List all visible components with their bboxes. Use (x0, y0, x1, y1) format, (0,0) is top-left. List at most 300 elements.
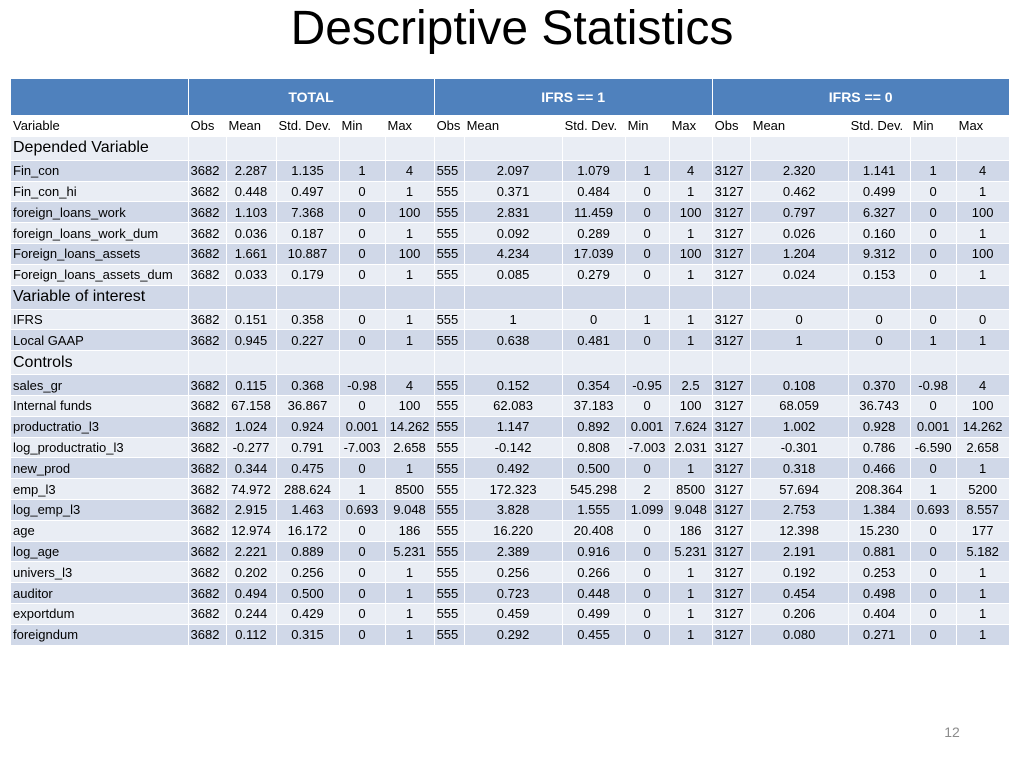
table-cell (226, 136, 276, 160)
table-cell: 1 (910, 330, 956, 351)
table-cell: 555 (434, 458, 464, 479)
table-cell: 57.694 (750, 479, 848, 500)
table-cell: 0 (339, 223, 385, 244)
table-cell: 100 (385, 243, 434, 264)
table-cell: 0.693 (910, 499, 956, 520)
column-header: Max (669, 116, 712, 137)
section-label: Controls (11, 351, 188, 375)
table-cell: 0.253 (848, 562, 910, 583)
table-cell: 0.481 (562, 330, 625, 351)
table-cell: 1 (385, 264, 434, 285)
table-cell: 1 (385, 624, 434, 645)
table-cell: 177 (956, 520, 1009, 541)
table-cell: 0.466 (848, 458, 910, 479)
table-cell: 0 (339, 243, 385, 264)
table-cell: 3127 (712, 562, 750, 583)
table-cell: 1 (910, 160, 956, 181)
table-cell: 0.033 (226, 264, 276, 285)
table-cell: 0.151 (226, 309, 276, 330)
table-cell: 1 (669, 603, 712, 624)
table-cell: 0 (910, 520, 956, 541)
table-cell: 100 (669, 395, 712, 416)
column-header: Mean (750, 116, 848, 137)
table-cell: 0.256 (464, 562, 562, 583)
descriptive-statistics-table (11, 79, 1010, 646)
table-cell: 3127 (712, 499, 750, 520)
table-cell (562, 136, 625, 160)
table-row (11, 395, 1009, 416)
table-cell: 0.500 (276, 583, 339, 604)
variable-name: new_prod (11, 458, 188, 479)
table-cell (848, 351, 910, 375)
table-cell: 1 (625, 309, 669, 330)
table-cell: 2.658 (385, 437, 434, 458)
table-cell: 3682 (188, 202, 226, 223)
table-cell: 0.080 (750, 624, 848, 645)
table-cell: 0 (848, 309, 910, 330)
table-cell (339, 351, 385, 375)
column-header: Mean (226, 116, 276, 137)
table-cell: 4 (385, 375, 434, 396)
table-cell: 4 (956, 160, 1009, 181)
table-cell: 1.141 (848, 160, 910, 181)
table-row (11, 562, 1009, 583)
table-cell: 3127 (712, 181, 750, 202)
table-cell: 4 (669, 160, 712, 181)
table-cell (188, 136, 226, 160)
table-cell: 1 (385, 181, 434, 202)
table-cell: 0.115 (226, 375, 276, 396)
table-cell: 100 (956, 243, 1009, 264)
table-cell: 3127 (712, 520, 750, 541)
table-cell (750, 136, 848, 160)
table-cell: 8500 (669, 479, 712, 500)
table-cell: 14.262 (385, 416, 434, 437)
table-cell: 0 (625, 520, 669, 541)
table-cell (434, 136, 464, 160)
table-cell: 0.786 (848, 437, 910, 458)
table-cell: 0.429 (276, 603, 339, 624)
table-cell: 555 (434, 202, 464, 223)
column-header: Max (385, 116, 434, 137)
table-cell: 0.318 (750, 458, 848, 479)
table-cell: 0 (910, 181, 956, 202)
table-cell: 186 (385, 520, 434, 541)
variable-name: exportdum (11, 603, 188, 624)
table-cell: 0.256 (276, 562, 339, 583)
table-cell: 0.638 (464, 330, 562, 351)
section-label: Variable of interest (11, 285, 188, 309)
table-cell: 0.153 (848, 264, 910, 285)
table-cell: 555 (434, 264, 464, 285)
table-cell: 2.658 (956, 437, 1009, 458)
table-cell: 0.279 (562, 264, 625, 285)
table-cell: 1 (956, 458, 1009, 479)
table-cell: 0.368 (276, 375, 339, 396)
table-cell: 1 (669, 330, 712, 351)
table-cell: 9.048 (385, 499, 434, 520)
table-cell: 8500 (385, 479, 434, 500)
table-row (11, 603, 1009, 624)
table-cell: 8.557 (956, 499, 1009, 520)
column-header: Max (956, 116, 1009, 137)
group-header-row (11, 79, 1009, 116)
variable-name: Foreign_loans_assets (11, 243, 188, 264)
table-cell: 3682 (188, 375, 226, 396)
section-row (11, 136, 1009, 160)
column-header: Min (625, 116, 669, 137)
variable-name: sales_gr (11, 375, 188, 396)
table-cell: 0 (910, 603, 956, 624)
variable-name: foreign_loans_work (11, 202, 188, 223)
table-cell: 0.085 (464, 264, 562, 285)
table-cell: 3682 (188, 243, 226, 264)
table-cell (276, 285, 339, 309)
table-cell: 0 (910, 202, 956, 223)
table-cell: 0.462 (750, 181, 848, 202)
table-cell (956, 351, 1009, 375)
table-cell: 3682 (188, 520, 226, 541)
table-cell: 0.315 (276, 624, 339, 645)
table-cell (385, 351, 434, 375)
column-header: Obs (434, 116, 464, 137)
table-cell: 3127 (712, 603, 750, 624)
table-cell: 0.206 (750, 603, 848, 624)
table-cell: 0.499 (848, 181, 910, 202)
table-cell: 1.204 (750, 243, 848, 264)
column-header: Std. Dev. (562, 116, 625, 137)
table-cell: 3.828 (464, 499, 562, 520)
table-cell: 0 (956, 309, 1009, 330)
table-cell: -0.98 (339, 375, 385, 396)
table-row (11, 264, 1009, 285)
table-cell: 1 (669, 223, 712, 244)
table-cell: 1 (956, 223, 1009, 244)
table-cell: 0.494 (226, 583, 276, 604)
table-cell: 20.408 (562, 520, 625, 541)
table-cell: -0.277 (226, 437, 276, 458)
table-cell: 555 (434, 309, 464, 330)
table-cell: 1.024 (226, 416, 276, 437)
table-cell: 0.026 (750, 223, 848, 244)
table-cell: 4 (385, 160, 434, 181)
table-cell: 2.831 (464, 202, 562, 223)
table-cell: 0.092 (464, 223, 562, 244)
table-cell: 1 (669, 309, 712, 330)
table-cell: 0 (625, 541, 669, 562)
table-cell: 1.384 (848, 499, 910, 520)
table-cell (188, 351, 226, 375)
table-cell: 0 (562, 309, 625, 330)
table-cell: 5.231 (669, 541, 712, 562)
table-cell: 0 (339, 181, 385, 202)
table-cell: 0.289 (562, 223, 625, 244)
table-cell: 0.500 (562, 458, 625, 479)
table-cell (712, 351, 750, 375)
table-cell: 1 (339, 160, 385, 181)
table-cell: 0 (339, 264, 385, 285)
table-cell: 1.147 (464, 416, 562, 437)
table-cell: 0.354 (562, 375, 625, 396)
variable-name: foreigndum (11, 624, 188, 645)
table-row (11, 181, 1009, 202)
column-header: Variable (11, 116, 188, 137)
table-cell (750, 351, 848, 375)
table-cell: 3127 (712, 330, 750, 351)
table-cell: 0.497 (276, 181, 339, 202)
table-cell: 1 (464, 309, 562, 330)
table-cell: 0.693 (339, 499, 385, 520)
table-cell: 0 (910, 562, 956, 583)
table-cell: 1 (385, 309, 434, 330)
table-cell (848, 136, 910, 160)
column-header-row (11, 116, 1009, 137)
table-cell: 0.371 (464, 181, 562, 202)
table-cell: 2.031 (669, 437, 712, 458)
table-cell: 1 (385, 458, 434, 479)
table-cell: 17.039 (562, 243, 625, 264)
table-cell: 0.244 (226, 603, 276, 624)
table-cell: 0.036 (226, 223, 276, 244)
table-cell: 0.945 (226, 330, 276, 351)
table-cell (188, 285, 226, 309)
table-cell: 7.624 (669, 416, 712, 437)
table-cell: 4 (956, 375, 1009, 396)
table-cell: 36.743 (848, 395, 910, 416)
table-cell: -7.003 (339, 437, 385, 458)
table-cell: 0 (339, 330, 385, 351)
table-row (11, 541, 1009, 562)
table-cell: 0.358 (276, 309, 339, 330)
table-cell: 5.182 (956, 541, 1009, 562)
table-cell: 0 (848, 330, 910, 351)
table-cell: 0.152 (464, 375, 562, 396)
table-cell: 100 (669, 202, 712, 223)
table-cell: 100 (385, 202, 434, 223)
table-cell: 1 (669, 624, 712, 645)
table-cell: 15.230 (848, 520, 910, 541)
table-cell: 1 (956, 603, 1009, 624)
variable-name: productratio_l3 (11, 416, 188, 437)
table-cell: 3682 (188, 458, 226, 479)
table-cell: 0.187 (276, 223, 339, 244)
variable-name: age (11, 520, 188, 541)
table-row (11, 375, 1009, 396)
table-row (11, 223, 1009, 244)
table-cell: 3682 (188, 541, 226, 562)
table-cell: 3682 (188, 437, 226, 458)
table-cell: 3682 (188, 499, 226, 520)
table-cell: 62.083 (464, 395, 562, 416)
table-cell: -0.301 (750, 437, 848, 458)
table-cell: 1.002 (750, 416, 848, 437)
table-cell: 1.555 (562, 499, 625, 520)
table-cell: 36.867 (276, 395, 339, 416)
table-cell (562, 351, 625, 375)
slide-title: Descriptive Statistics (290, 2, 734, 55)
table-cell (956, 136, 1009, 160)
table-cell: 0 (625, 223, 669, 244)
table-cell: 100 (385, 395, 434, 416)
table-cell: 555 (434, 562, 464, 583)
column-header: Min (910, 116, 956, 137)
variable-name: Fin_con_hi (11, 181, 188, 202)
table-cell: 555 (434, 541, 464, 562)
table-cell: 555 (434, 181, 464, 202)
table-cell: 2.097 (464, 160, 562, 181)
column-header: Obs (188, 116, 226, 137)
table-cell (625, 136, 669, 160)
table-cell: 3682 (188, 479, 226, 500)
table-cell: 67.158 (226, 395, 276, 416)
table-cell: 0.475 (276, 458, 339, 479)
table-row (11, 458, 1009, 479)
table-cell: 555 (434, 375, 464, 396)
table-cell: 1 (910, 479, 956, 500)
table-cell: 3127 (712, 416, 750, 437)
table-cell: 0.271 (848, 624, 910, 645)
table-cell: 16.220 (464, 520, 562, 541)
table-cell: 3127 (712, 437, 750, 458)
table-cell: -6.590 (910, 437, 956, 458)
table-cell (562, 285, 625, 309)
table-cell: 0 (625, 603, 669, 624)
table-cell: 0 (339, 309, 385, 330)
table-cell: 545.298 (562, 479, 625, 500)
table-cell: 12.398 (750, 520, 848, 541)
table-cell (276, 136, 339, 160)
table-cell: 555 (434, 223, 464, 244)
table-cell: -0.95 (625, 375, 669, 396)
table-cell: 0 (625, 562, 669, 583)
table-cell: 1.103 (226, 202, 276, 223)
table-row (11, 520, 1009, 541)
table-cell: 288.624 (276, 479, 339, 500)
table-cell: 3127 (712, 309, 750, 330)
table-cell (669, 351, 712, 375)
table-cell: 0 (339, 202, 385, 223)
table-cell: 0.492 (464, 458, 562, 479)
table-cell: 0 (339, 562, 385, 583)
table-cell: 2.221 (226, 541, 276, 562)
table-row (11, 330, 1009, 351)
table-cell: 555 (434, 243, 464, 264)
table-cell: 1.463 (276, 499, 339, 520)
table-cell: 0.202 (226, 562, 276, 583)
table-cell: 0 (625, 243, 669, 264)
table-cell: 3682 (188, 330, 226, 351)
table-cell (910, 351, 956, 375)
table-cell: 0.455 (562, 624, 625, 645)
table-cell: 0 (625, 624, 669, 645)
table-cell: 0 (910, 624, 956, 645)
table-cell: 0 (910, 541, 956, 562)
section-row (11, 285, 1009, 309)
table-cell: 5200 (956, 479, 1009, 500)
table-cell: 0 (339, 541, 385, 562)
table-cell: 6.327 (848, 202, 910, 223)
table-cell (464, 285, 562, 309)
table-cell (276, 351, 339, 375)
table-cell: -7.003 (625, 437, 669, 458)
table-cell: 100 (956, 395, 1009, 416)
table-cell: 1 (956, 330, 1009, 351)
table-cell: 1 (956, 624, 1009, 645)
table-cell: 2.191 (750, 541, 848, 562)
table-cell: 1 (956, 264, 1009, 285)
table-cell: 1 (956, 181, 1009, 202)
table-cell: 0.881 (848, 541, 910, 562)
variable-name: log_age (11, 541, 188, 562)
table-cell (434, 351, 464, 375)
column-header: Min (339, 116, 385, 137)
table-cell: 3682 (188, 223, 226, 244)
table-cell: 0 (910, 458, 956, 479)
table-cell: 0.448 (226, 181, 276, 202)
table-cell: 0 (910, 243, 956, 264)
table-cell: 10.887 (276, 243, 339, 264)
table-cell: 555 (434, 479, 464, 500)
variable-name: univers_l3 (11, 562, 188, 583)
group-header-blank (11, 79, 188, 116)
table-cell: 3127 (712, 479, 750, 500)
table-cell: 0 (339, 624, 385, 645)
table-cell (464, 351, 562, 375)
table-row (11, 499, 1009, 520)
table-cell: 0 (339, 583, 385, 604)
table-cell (669, 285, 712, 309)
table-cell (385, 285, 434, 309)
table-cell: 37.183 (562, 395, 625, 416)
column-header: Std. Dev. (848, 116, 910, 137)
table-cell: 0.889 (276, 541, 339, 562)
table-cell: 0 (910, 264, 956, 285)
table-cell: 1 (385, 562, 434, 583)
table-cell: 68.059 (750, 395, 848, 416)
table-cell: 5.231 (385, 541, 434, 562)
table-cell: 100 (669, 243, 712, 264)
table-cell: 0 (910, 223, 956, 244)
table-cell: 3127 (712, 243, 750, 264)
table-cell: 3682 (188, 583, 226, 604)
table-cell: 11.459 (562, 202, 625, 223)
table-cell: 3682 (188, 416, 226, 437)
table-cell: 0 (750, 309, 848, 330)
variable-name: Internal funds (11, 395, 188, 416)
variable-name: log_emp_l3 (11, 499, 188, 520)
table-cell: 555 (434, 437, 464, 458)
table-cell: 0.112 (226, 624, 276, 645)
table-cell (434, 285, 464, 309)
table-cell: 9.312 (848, 243, 910, 264)
table-cell (226, 351, 276, 375)
table-cell: 0 (625, 202, 669, 223)
variable-name: log_productratio_l3 (11, 437, 188, 458)
table-cell: 1 (385, 223, 434, 244)
variable-name: emp_l3 (11, 479, 188, 500)
table-cell (712, 285, 750, 309)
table-cell: 555 (434, 499, 464, 520)
table-cell (669, 136, 712, 160)
table-cell: 12.974 (226, 520, 276, 541)
table-cell: 3127 (712, 223, 750, 244)
table-cell: 7.368 (276, 202, 339, 223)
table-cell: 3682 (188, 309, 226, 330)
table-cell: 3682 (188, 603, 226, 624)
table-cell: 0 (339, 520, 385, 541)
table-cell: 0.404 (848, 603, 910, 624)
table-cell: 0.499 (562, 603, 625, 624)
